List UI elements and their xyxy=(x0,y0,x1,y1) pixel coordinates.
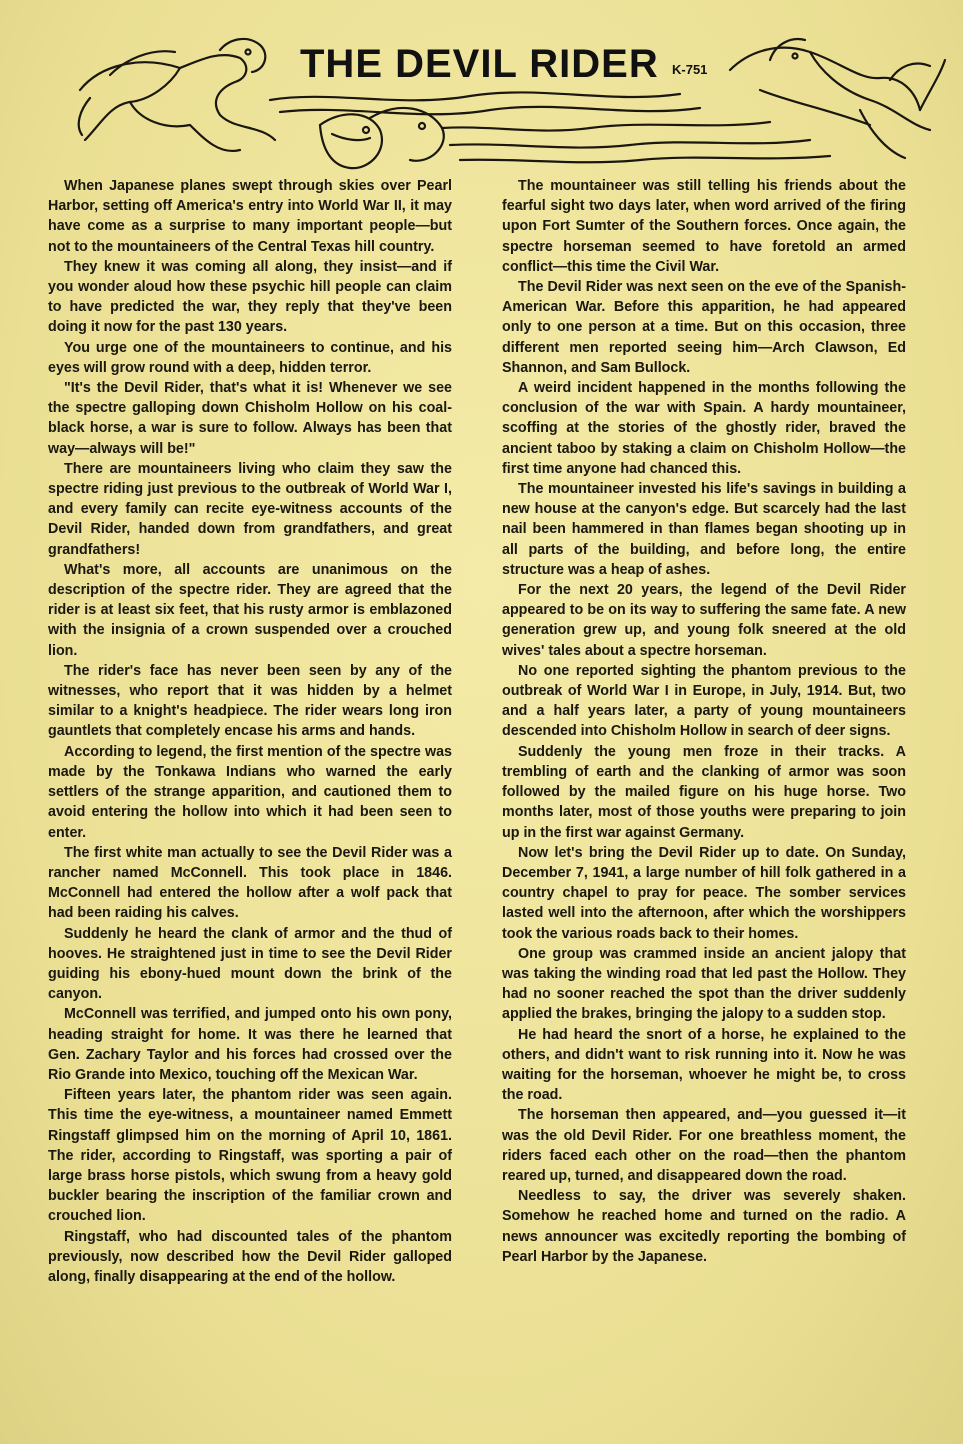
article-title: THE DEVIL RIDER xyxy=(300,42,659,86)
paragraph: He had heard the snort of a horse, he explained to the others, and didn't want to risk running into it. Now he was waiting for the horseman, whoever he might be, to cross the road. xyxy=(502,1026,906,1104)
article-right-column xyxy=(502,176,906,1267)
paragraph: What's more, all accounts are unanimous on the description of the spectre rider. They are agreed that the rider is at least six feet, that his rusty armor is emblazoned with the insignia of a crown suspended over a crouched lion. xyxy=(48,561,452,659)
paragraph: According to legend, the first mention of the spectre was made by the Tonkawa Indians who warned the early settlers of the strange apparition, and cautioned them to avoid entering the hollow into which it had been seen to enter. xyxy=(48,743,452,841)
paragraph: "It's the Devil Rider, that's what it is! Whenever we see the spectre galloping down Chisholm Hollow on his coal-black horse, a war is sure to follow. Always has been that way—always will be!" xyxy=(48,380,452,457)
paragraph: McConnell was terrified, and jumped onto his own pony, heading straight for home. It was there he learned that Gen. Zachary Taylor and his forces had crossed over the Rio Grande into Mexico, touching off the Mexican War. xyxy=(48,1006,452,1083)
paragraph: Needless to say, the driver was severely shaken. Somehow he reached home and turned on the radio. A news announcer was excitedly reporting the bombing of Pearl Harbor by the Japanese. xyxy=(502,1188,906,1265)
paragraph: Ringstaff, who had discounted tales of the phantom previously, now described how the Devil Rider galloped along, finally disappearing at the end of the hollow. xyxy=(48,1228,452,1285)
paragraph: A weird incident happened in the months following the conclusion of the war with Spain. A hardy mountaineer, scoffing at the stories of the ghostly rider, braved the ancient taboo by staking a claim on Chisholm Hollow—the first time anyone had chanced this. xyxy=(502,380,906,477)
paragraph: You urge one of the mountaineers to continue, and his eyes will grow round with a deep, hidden terror. xyxy=(48,339,452,376)
paragraph: They knew it was coming all along, they insist—and if you wonder aloud how these psychic hill people can claim to have predicted the war, they reply that they've been doing it now for the past 130 years. xyxy=(48,258,452,336)
paragraph: Suddenly he heard the clank of armor and the thud of hooves. He straightened just in time to see the Devil Rider guiding his ebony-hued mount down the brink of the canyon. xyxy=(48,925,452,1003)
paragraph: When Japanese planes swept through skies over Pearl Harbor, setting off America's entry into World War II, it may have come as a surprise to many important people—but not to the mountaineers of the Central Texas hill country. xyxy=(48,178,452,255)
paragraph: The horseman then appeared, and—you guessed it—it was the old Devil Rider. For one breathless moment, the riders faced each other on the road—then the phantom reared up, turned, and disappeared down the road. xyxy=(502,1107,906,1184)
paragraph: The first white man actually to see the Devil Rider was a rancher named McConnell. This took place in 1846. McConnell had entered the hollow after a wolf pack that had been raiding his calves. xyxy=(48,844,452,922)
paragraph: One group was crammed inside an ancient jalopy that was taking the winding road that led past the Hollow. They had no sooner reached the spot than the driver suddenly applied the brakes, bringing the jalopy to a sudden stop. xyxy=(502,945,906,1023)
article-code: K-751 xyxy=(672,62,708,77)
paragraph: Suddenly the young men froze in their tracks. A trembling of earth and the clanking of armor was soon followed by the mailed figure on his huge horse. Two months later, most of those youths were preparing to join up in the first war against Germany. xyxy=(502,743,906,841)
paragraph: The mountaineer was still telling his friends about the fearful sight two days later, when word arrived of the firing upon Fort Sumter of the Southern forces. Once again, the spectre horseman seemed to have foretold an armed conflict—this time the Civil War. xyxy=(502,178,906,275)
paragraph: Fifteen years later, the phantom rider was seen again. This time the eye-witness, a mountaineer named Emmett Ringstaff glimpsed him on the morning of April 10, 1861. The rider, according to Ringstaff, was sporting a pair of large brass horse pistols, which swung from a heavy gold buckler bearing the inscription of the familiar crown and crouched lion. xyxy=(48,1087,452,1225)
paragraph: The Devil Rider was next seen on the eve of the Spanish-American War. Before this apparition, he had appeared only to one person at a time. But on this occasion, three different men reported seeing him—Arch Clawson, Ed Shannon, and Sam Bullock. xyxy=(502,279,906,376)
paragraph: The rider's face has never been seen by any of the witnesses, who report that it was hidden by a helmet similar to a knight's headpiece. The rider wears long iron gauntlets that completely encase his arms and hands. xyxy=(48,662,452,740)
article-left-column xyxy=(48,176,452,1287)
paragraph: For the next 20 years, the legend of the Devil Rider appeared to be on its way to suffering the same fate. A new generation grew up, and young folk sneered at the old wives' tales about a spectre horseman. xyxy=(502,582,906,659)
paragraph: There are mountaineers living who claim they saw the spectre riding just previous to the outbreak of World War I, and every family can recite eye-witness accounts of the Devil Rider, handed down from grandfathers, and great grandfathers! xyxy=(48,460,452,558)
paragraph: The mountaineer invested his life's savings in building a new house at the canyon's edge. But scarcely had the last nail been hammered in than flames began shooting up in all parts of the building, and before long, the entire structure was a heap of ashes. xyxy=(502,481,906,578)
header-banner xyxy=(70,30,950,180)
paragraph: No one reported sighting the phantom previous to the outbreak of World War I in Europe, in July, 1914. But, two and a half years later, a party of young mountaineers descended into Chisholm Hollow in search of deer signs. xyxy=(502,662,906,740)
paragraph: Now let's bring the Devil Rider up to date. On Sunday, December 7, 1941, a large number of hill folk gathered in a country chapel to pray for peace. The somber services lasted well into the afternoon, after which the worshippers took the various roads back to their homes. xyxy=(502,844,906,942)
